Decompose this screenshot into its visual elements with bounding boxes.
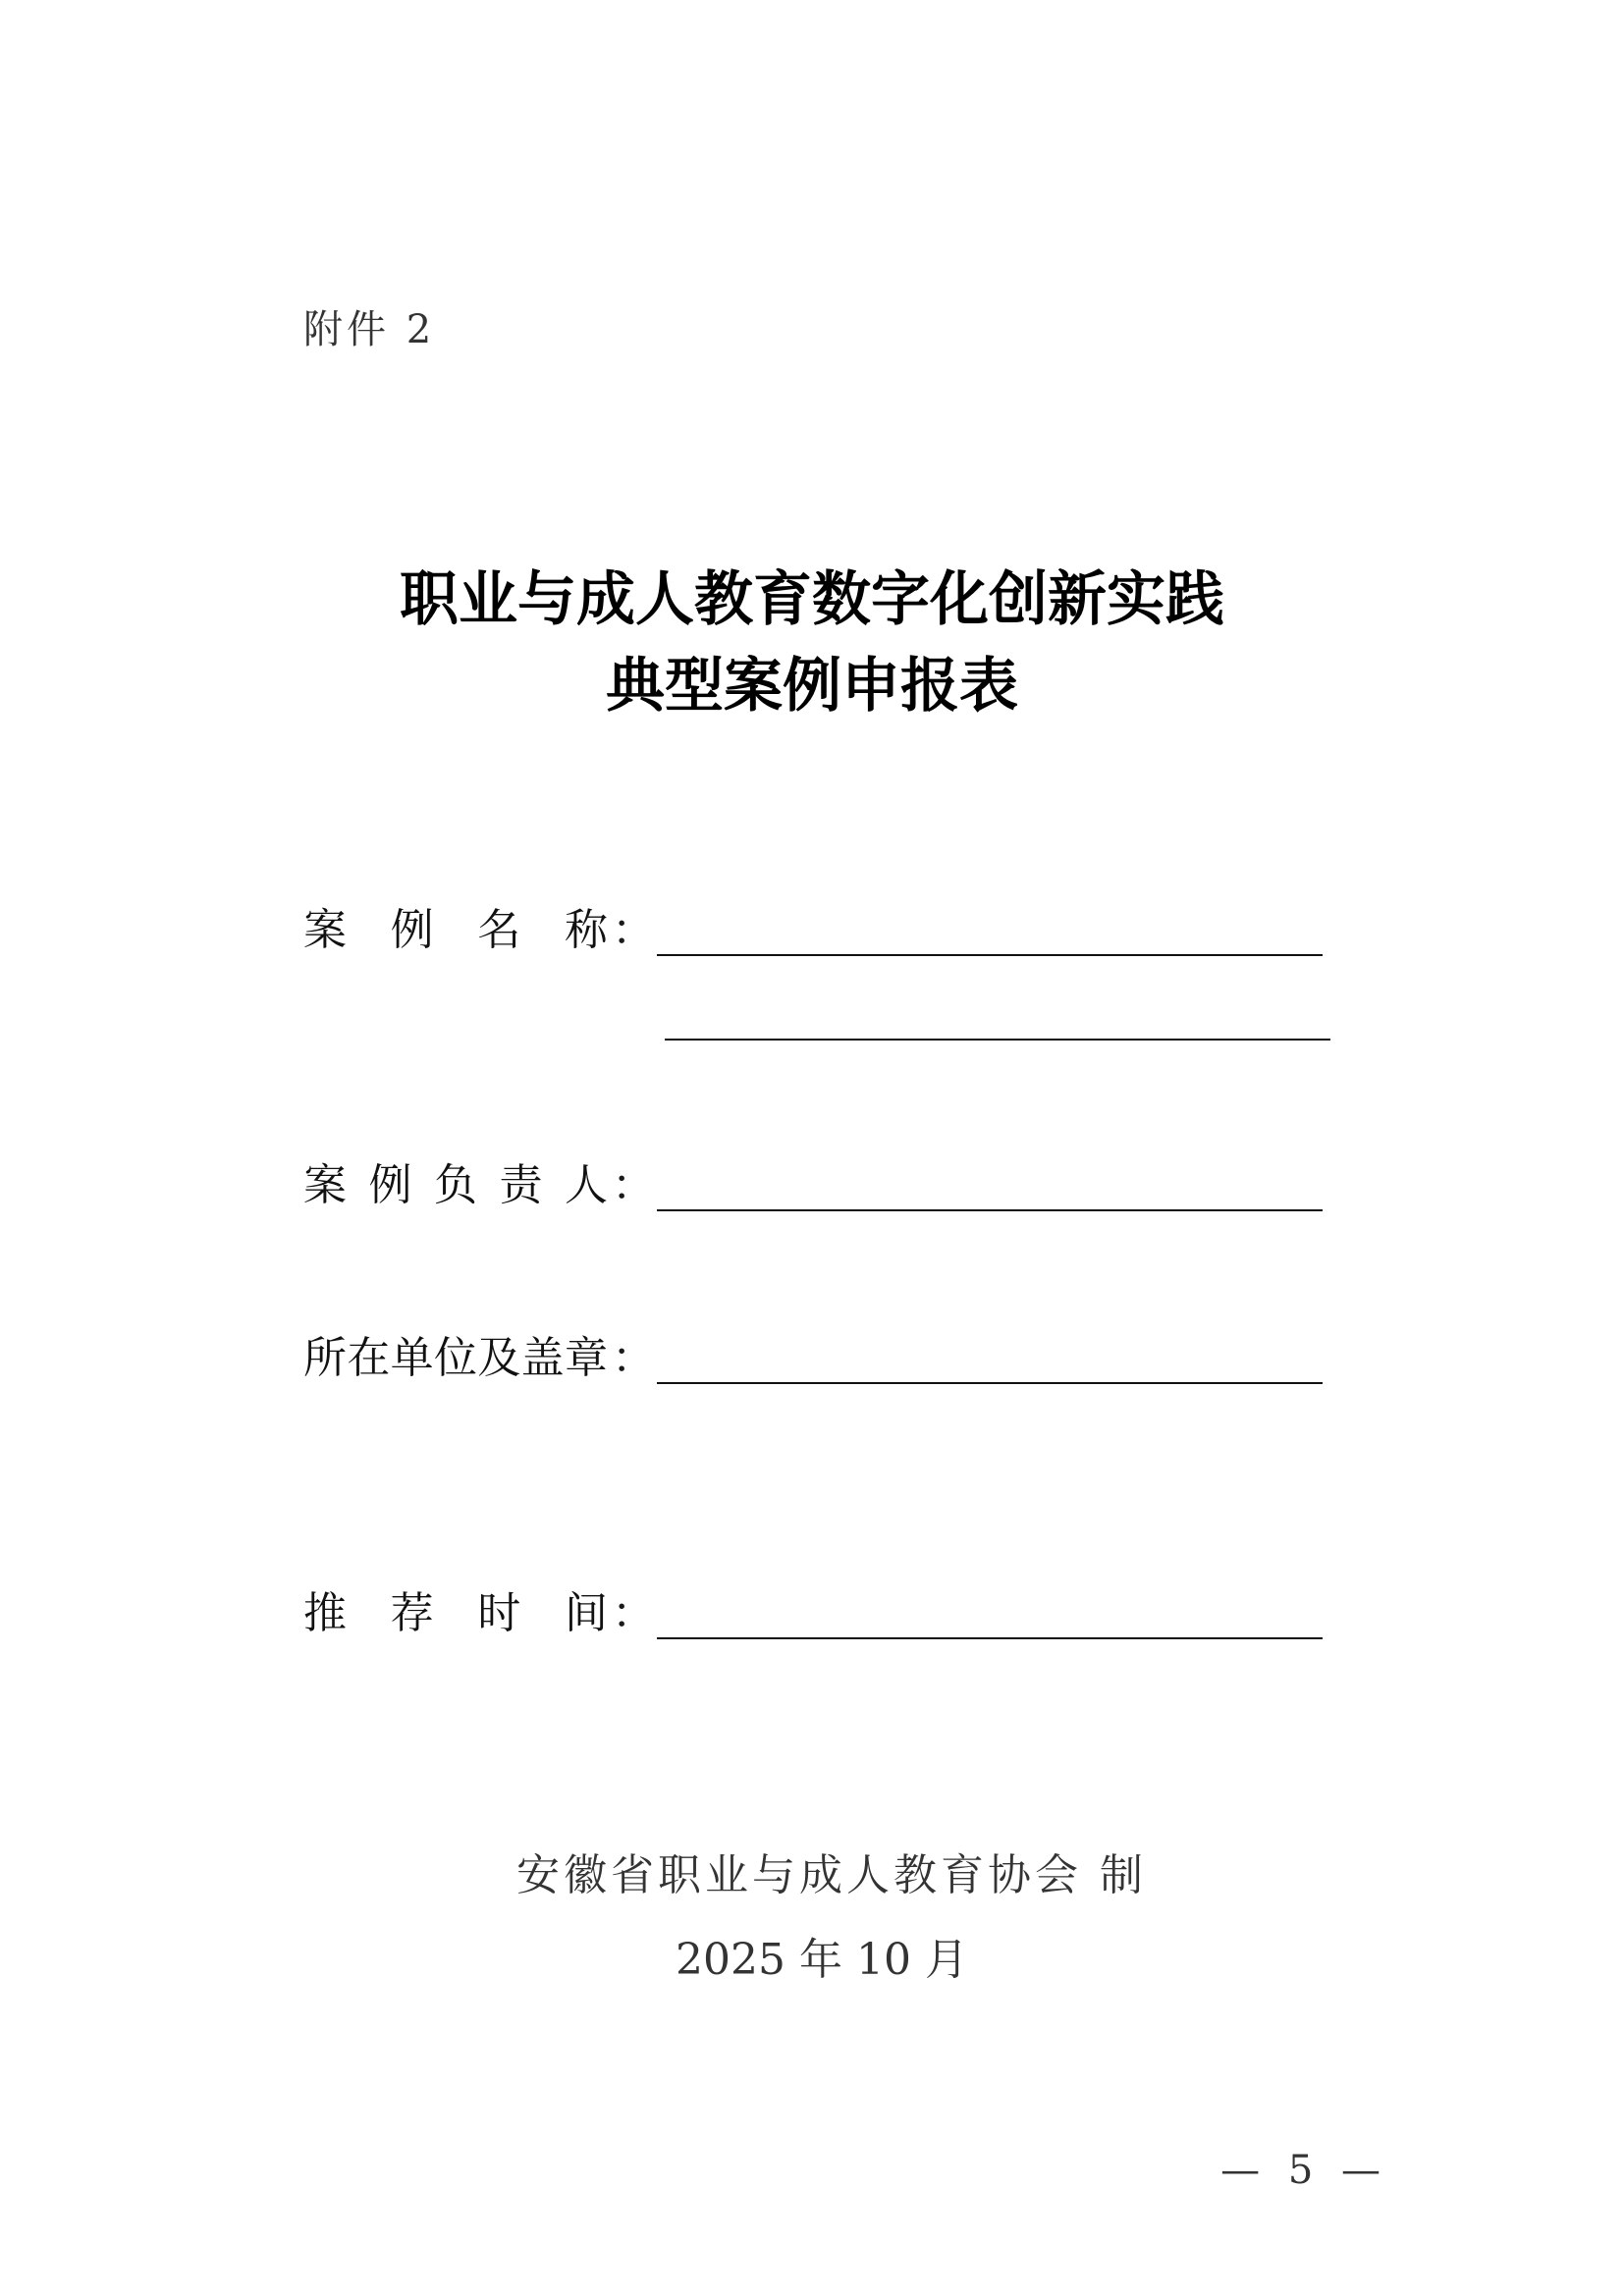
document-title-line1: 职业与成人教育数字化创新实践	[400, 565, 1224, 634]
recommend-time-input-line[interactable]	[657, 1582, 1323, 1639]
attachment-label: 附件 2	[303, 307, 436, 352]
unit-seal-input-line[interactable]	[657, 1327, 1323, 1384]
case-owner-field	[303, 1147, 1325, 1215]
document-title-line2: 典型案例申报表	[606, 652, 1018, 721]
case-name-label: 案 例 名 称	[303, 905, 608, 955]
recommend-time-colon: ：	[612, 1588, 655, 1638]
case-name-field	[303, 891, 1325, 960]
page-number: — 5 —	[1220, 2148, 1388, 2193]
case-owner-colon: ：	[612, 1160, 655, 1210]
case-name-colon: ：	[612, 905, 655, 955]
recommend-time-label: 推 荐 时 间	[303, 1588, 608, 1638]
recommend-time-field	[303, 1575, 1325, 1643]
unit-seal-colon: ：	[612, 1333, 655, 1383]
issuing-organization: 安徽省职业与成人教育协会 制	[516, 1850, 1147, 1900]
issue-date: 2025 年 10 月	[676, 1935, 968, 1985]
case-name-input-line[interactable]	[657, 899, 1323, 956]
unit-seal-field	[303, 1319, 1325, 1388]
case-owner-input-line[interactable]	[657, 1154, 1323, 1211]
case-owner-label: 案 例 负 责 人	[303, 1160, 608, 1210]
unit-seal-label: 所 在 单 位 及 盖 章	[303, 1333, 608, 1383]
case-name-second-line[interactable]	[665, 1039, 1330, 1041]
